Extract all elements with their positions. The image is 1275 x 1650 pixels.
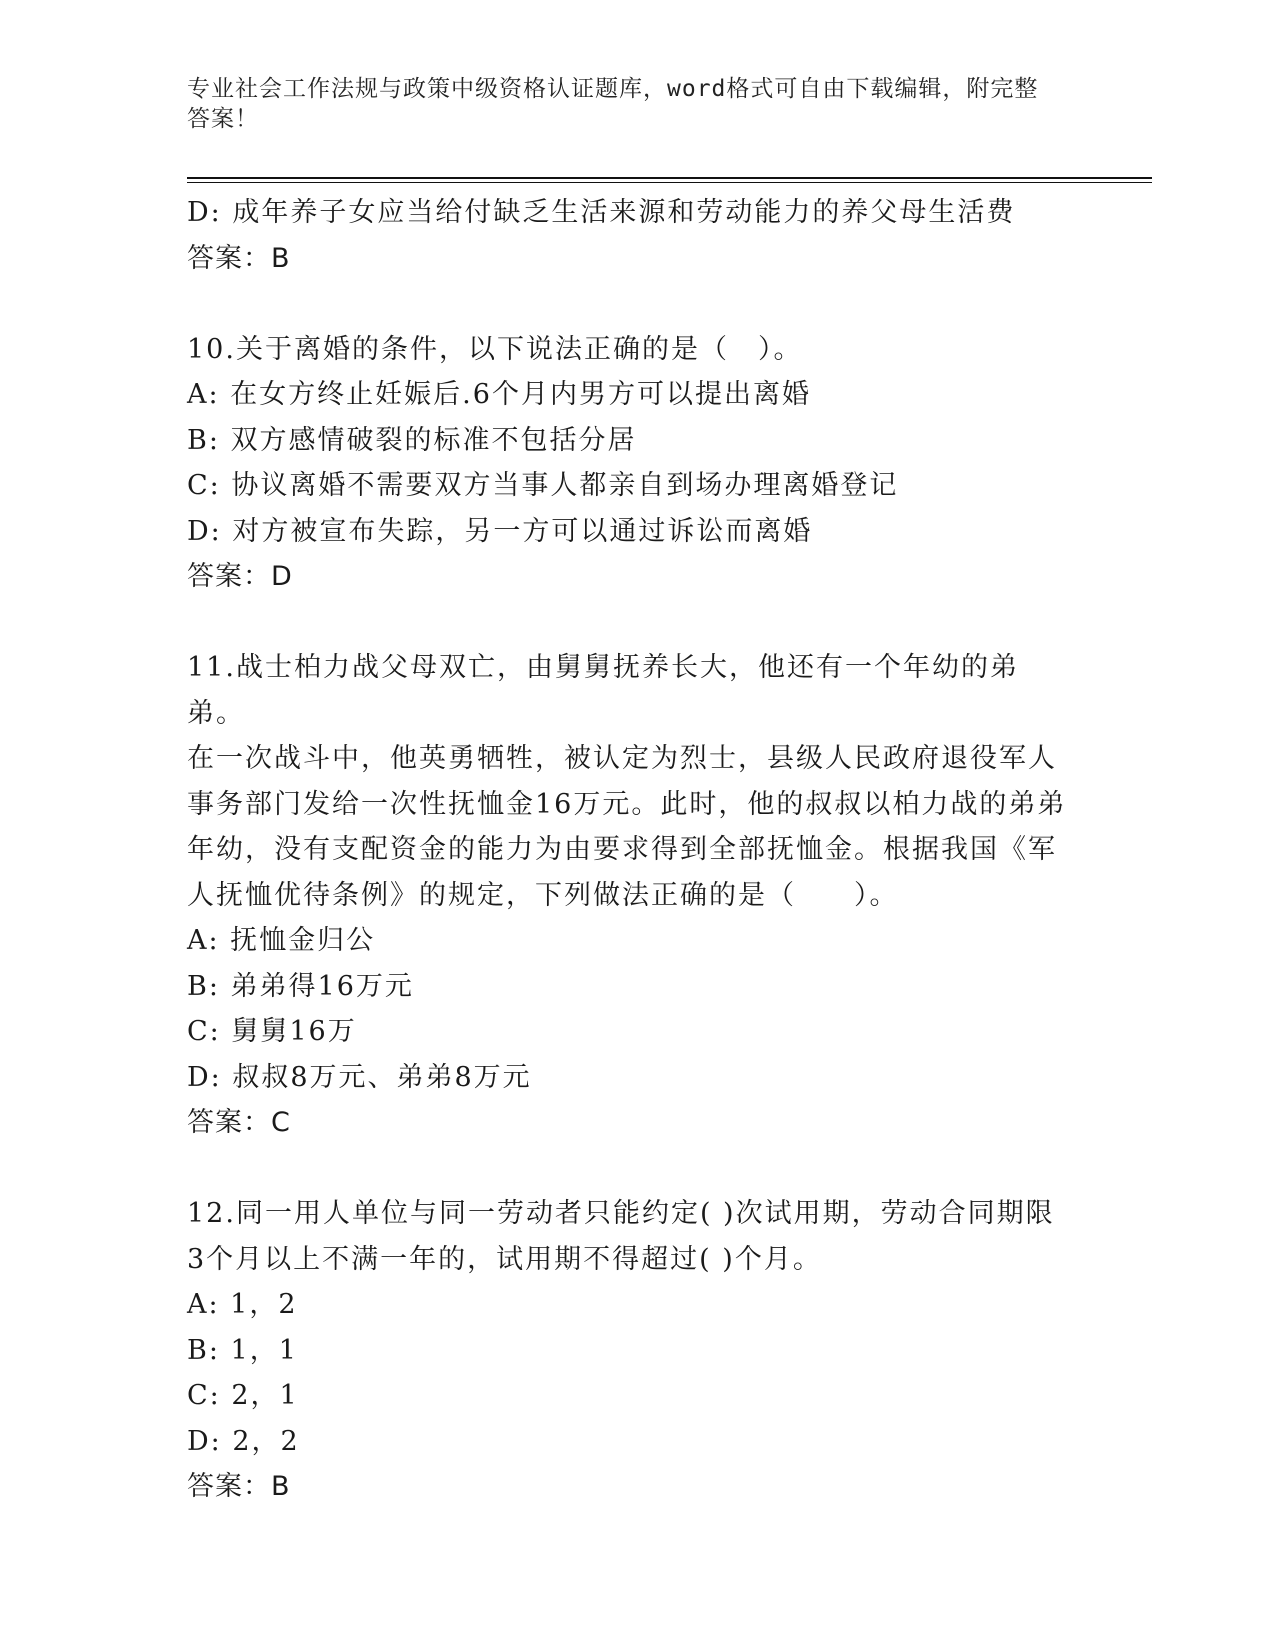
header-line-1: 专业社会工作法规与政策中级资格认证题库，word格式可自由下载编辑，附完整 [187,76,1039,102]
answer-line: 答案：B [187,242,291,274]
question-11 [187,645,1087,1146]
header-line-2: 答案！ [187,106,259,132]
stem-line: 在一次战斗中，他英勇牺牲，被认定为烈士，县级人民政府退役军人 [187,743,1057,774]
question-stem [187,645,1067,918]
stem-line: 人抚恤优待条例》的规定，下列做法正确的是（ ）。 [187,879,899,911]
spacer [187,281,1087,327]
option-d: D: 成年养子女应当给付缺乏生活来源和劳动能力的养父母生活费 [187,197,1016,228]
option-d: D: 对方被宣布失踪，另一方可以通过诉讼而离婚 [187,515,813,547]
question-9-tail [187,190,1087,281]
spacer [187,600,1087,646]
option-b: B: 1，1 [187,1334,298,1366]
option-a: A: 抚恤金归公 [187,925,376,956]
stem-line: 12.同一用人单位与同一劳动者只能约定( )次试用期，劳动合同期限 [187,1198,1055,1229]
option-c: C: 舅舅16万 [187,1016,357,1047]
header-divider-thick [187,177,1152,179]
question-stem [187,1191,1067,1282]
option-c: C: 2，1 [187,1380,299,1411]
stem-line: 10.关于离婚的条件，以下说法正确的是（ ）。 [187,333,803,365]
option-a: A: 在女方终止妊娠后.6个月内男方可以提出离婚 [187,379,811,410]
option-d: D: 叔叔8万元、弟弟8万元 [187,1061,532,1093]
header-divider-thin [187,182,1152,183]
option-b: B: 弟弟得16万元 [187,970,414,1002]
option-d: D: 2，2 [187,1425,300,1457]
stem-line: 事务部门发给一次性抚恤金16万元。此时，他的叔叔以柏力战的弟弟 [187,788,1067,820]
page-header [187,74,1087,134]
spacer [187,1146,1087,1192]
answer-line: 答案：B [187,1471,291,1502]
question-list [187,190,1087,1510]
option-b: B: 双方感情破裂的标准不包括分居 [187,424,637,456]
question-10 [187,327,1087,600]
answer-line: 答案：C [187,1107,291,1138]
question-stem [187,327,1067,373]
question-12 [187,1191,1087,1510]
option-c: C: 协议离婚不需要双方当事人都亲自到场办理离婚登记 [187,470,899,501]
stem-line: 3个月以上不满一年的，试用期不得超过( )个月。 [187,1243,822,1275]
stem-line: 年幼，没有支配资金的能力为由要求得到全部抚恤金。根据我国《军 [187,834,1057,865]
option-a: A: 1，2 [187,1289,298,1320]
answer-line: 答案：D [187,561,293,592]
stem-line: 11.战士柏力战父母双亡，由舅舅抚养长大，他还有一个年幼的弟弟。 [187,652,1019,729]
